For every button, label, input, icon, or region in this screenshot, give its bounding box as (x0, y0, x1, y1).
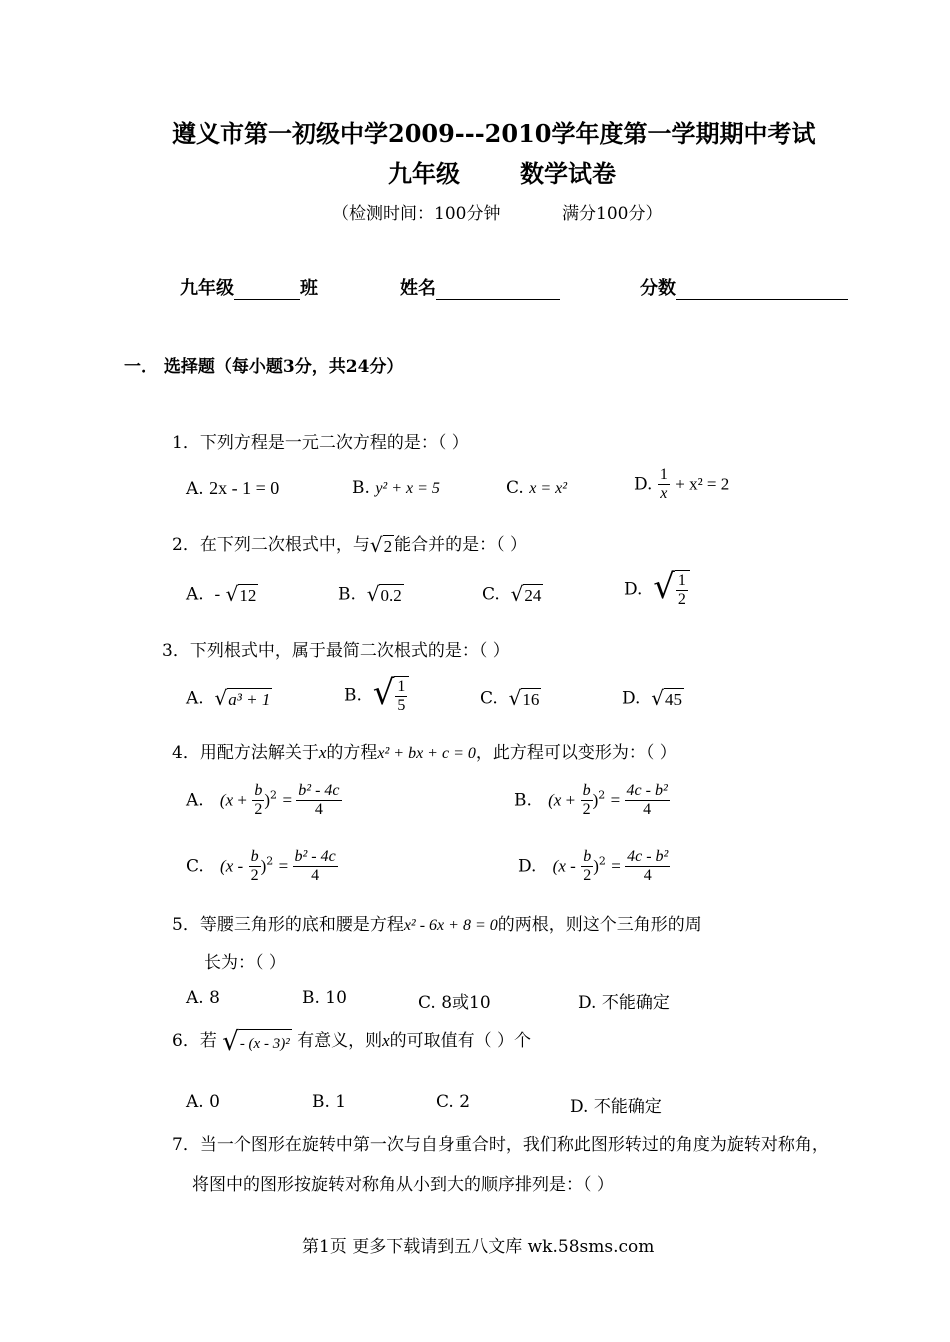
q6-radical: √ - (x - 3)² (222, 1026, 290, 1057)
q4-option-b[interactable]: B. (x + $\frac{b}{2}$ )$^2$ = $\frac{\text{4c - b²}}{4}$ (514, 782, 668, 819)
q5-option-d[interactable]: D. 不能确定 (578, 993, 670, 1013)
grade-title: 九年级 (388, 159, 460, 188)
q1-option-c[interactable] (506, 478, 567, 498)
q3-option-b[interactable]: B. √ $\frac{1}{5}$ (344, 676, 409, 716)
exam-time: （检测时间：100分钟 (332, 204, 501, 224)
q5-stem: 5．等腰三角形的底和腰是方程x² - 6x + 8 = 0的两根，则这个三角形的周 (172, 915, 702, 935)
q2-stem (172, 530, 527, 557)
section-choice-title: 一． 选择题（每小题3分，共24分） (124, 357, 404, 377)
q5-option-a[interactable]: A. 8 (186, 988, 220, 1008)
q2-option-a[interactable]: A. - √ 12 (186, 582, 257, 606)
radical-icon: √ (369, 532, 383, 557)
class-field (180, 274, 318, 300)
q3-option-a[interactable]: A. √ a³ + 1 (186, 686, 271, 710)
q7-stem-cont: 将图中的图形按旋转对称角从小到大的顺序排列是：（ ） (192, 1175, 614, 1195)
q6-option-d[interactable]: D. 不能确定 (570, 1097, 662, 1117)
q6-option-a[interactable]: A. 0 (186, 1092, 220, 1112)
q2-a-radical: √ 12 (225, 582, 257, 606)
q2-c-radical: √ 24 (510, 582, 542, 606)
q3-b-radical: √ $\frac{1}{5}$ (373, 676, 410, 716)
q1-c-expr: x = x² (529, 480, 568, 497)
q4-option-a[interactable]: A. (x + $\frac{b}{2}$ )$^2$ = $\frac{\text{b² - 4c}}{4}$ (186, 782, 340, 819)
name-field (400, 274, 560, 300)
q1-c-label: C. (506, 478, 524, 498)
score-label: 分数 (640, 278, 676, 299)
subject-title: 数学试卷 (520, 159, 616, 188)
q2-option-c[interactable]: C. √ 24 (482, 582, 542, 606)
q4-option-d[interactable]: D. (x - $\frac{b}{2}$ )$^2$ = $\frac{\text{4c - b²}}{4}$ (518, 848, 669, 885)
q5-option-c[interactable]: C. 8或10 (418, 993, 491, 1013)
q2-b-radical: √ 0.2 (366, 582, 402, 606)
name-label: 姓名 (400, 278, 436, 299)
q7-stem: 7．当一个图形在旋转中第一次与自身重合时，我们称此图形转过的角度为旋转对称角， (172, 1135, 829, 1155)
q6-option-b[interactable]: B. 1 (312, 1092, 347, 1112)
q3-d-radical: √ 45 (651, 686, 682, 710)
q1-a-label: A. (186, 479, 204, 499)
q1-option-a[interactable] (186, 478, 279, 499)
score-blank[interactable] (676, 281, 848, 300)
q3-a-radical: √ a³ + 1 (214, 686, 271, 710)
page-footer: 第1页 更多下载请到五八文库 wk.58sms.com (302, 1237, 655, 1257)
q2-option-b[interactable]: B. √ 0.2 (338, 582, 402, 606)
q3-stem: 3．下列根式中，属于最简二次根式的是：（ ） (162, 641, 510, 661)
q6-stem: 6．若 √ - (x - 3)² 有意义，则x的可取值有（ ）个 (172, 1026, 532, 1057)
q2-option-d[interactable]: D. √ $\frac{1}{2}$ (624, 570, 690, 610)
q1-b-label: B. (352, 478, 370, 498)
q5-option-b[interactable]: B. 10 (302, 988, 347, 1008)
q2-stem-part-a: 2．在下列二次根式中，与 (172, 535, 370, 555)
q1-a-expr: 2x - 1 = 0 (209, 478, 280, 498)
q1-d-rest: + x² = 2 (675, 474, 730, 494)
exam-title: 遵义市第一初级中学2009---2010学年度第一学期期中考试 (172, 119, 816, 148)
q4-stem: 4．用配方法解关于x的方程x² + bx + c = 0，此方程可以变形为：（ ） (172, 743, 677, 763)
q2-stem-radical: √ 2 (369, 532, 393, 557)
q4-option-c[interactable]: C. (x - $\frac{b}{2}$ )$^2$ = $\frac{\text{b² - 4c}}{4}$ (186, 848, 336, 885)
q1-b-expr: y² + x = 5 (375, 480, 440, 497)
q1-stem: 1．下列方程是一元二次方程的是：（ ） (172, 433, 469, 453)
q2-stem-part-b: 能合并的是：（ ） (394, 535, 527, 555)
score-field (640, 274, 848, 300)
q5-stem-cont: 长为：（ ） (204, 953, 286, 973)
class-label: 班 (300, 278, 318, 299)
q3-option-d[interactable]: D. √ 45 (622, 686, 682, 710)
class-blank[interactable] (234, 281, 300, 300)
exam-full-score: 满分100分） (562, 204, 663, 224)
q3-option-c[interactable]: C. √ 16 (480, 686, 540, 710)
grade-label: 九年级 (180, 278, 234, 299)
q1-option-d[interactable] (634, 466, 729, 504)
q1-d-fraction: $\frac{1}{x}$ (659, 466, 668, 503)
q1-d-label: D. (634, 474, 653, 495)
q6-option-c[interactable]: C. 2 (436, 1092, 471, 1112)
q2-d-radical: √ $\frac{1}{2}$ (653, 570, 690, 610)
q1-option-b[interactable] (352, 478, 440, 498)
q3-c-radical: √ 16 (508, 686, 540, 710)
name-blank[interactable] (436, 281, 560, 300)
